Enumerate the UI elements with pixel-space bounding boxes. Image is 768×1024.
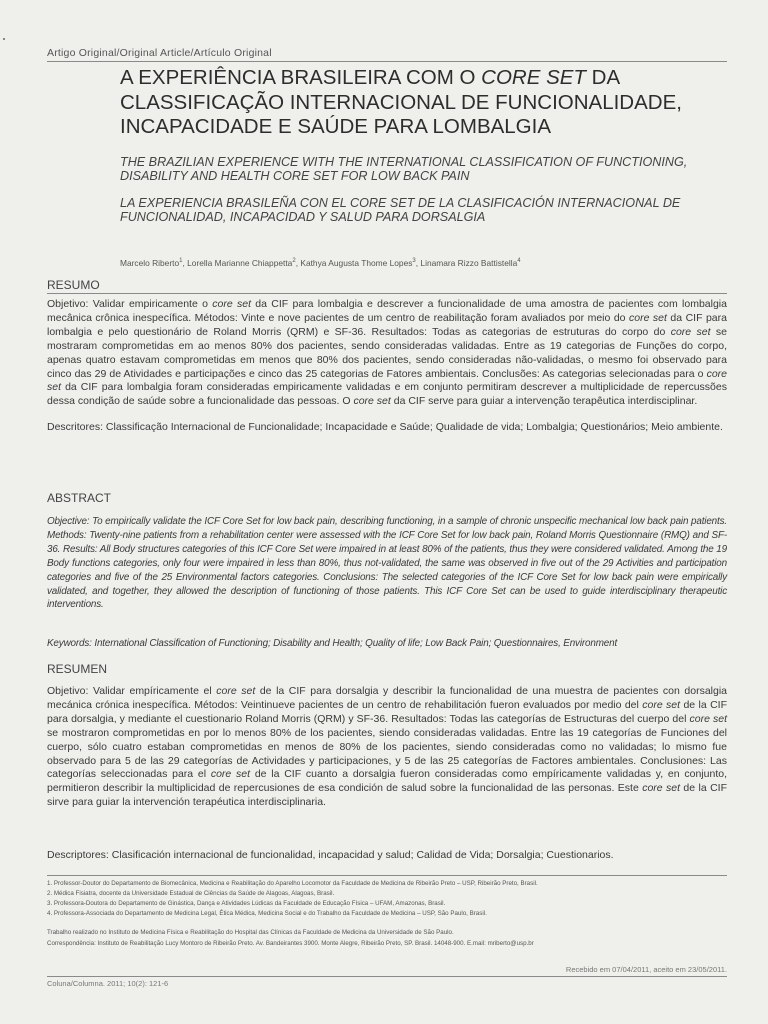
text-segment: da CIF serve para guiar a intervenção terapêutica interdisciplinar. bbox=[390, 395, 698, 408]
journal-citation: Coluna/Columna. 2011; 10(2): 121-6 bbox=[47, 979, 169, 988]
italic-term: core set bbox=[689, 712, 727, 725]
resumen-heading: RESUMEN bbox=[47, 662, 108, 676]
text-segment: da CIF para lombalgia e descrever a funcionalidade de uma amostra de pacientes com lombalgia mecânica crônica inespecífica. Métodos: Vinte e nove pacientes de um centro de reabilitação foram avaliados por meio do bbox=[47, 298, 727, 324]
text-segment: se mostraron comprometidas en por lo menos 80% de los pacientes, siendo consideradas validadas. Entre las 19 categorías de Funciones del cuerpo, sólo cuatro estaban comprometidas en menos de 80% de los pacientes, siendo consideradas como no validadas; lo mismo fue observado para 5 de las 29 categorías de Actividades y participaciones, y 5 de las 25 categorías de Factores ambientales. Conclusiones: Las categorías seleccionadas para el bbox=[47, 726, 727, 781]
italic-term: core set bbox=[353, 395, 391, 408]
footnote-1: 1. Professor-Doutor do Departamento de Biomecânica, Medicina e Reabilitação do Aparelho Locomotor da Faculdade de Medicina de Ribeirão Preto – USP, Ribeirão Preto, Brasil. bbox=[47, 880, 538, 887]
text-segment: da CIF para lombalgia foram consideradas empiricamente validadas e em conjunto permitiram descrever a multiplicidade de repercussões dessa condição de saúde sobre a funcionalidade das pessoas. O bbox=[47, 381, 727, 408]
text-segment: de la CIF para dorsalgia, y mediante el cuestionario Roland Morris (QRM) y SF-36. Resultados: Todas las categorías de Estructuras del cuerpo del bbox=[47, 698, 727, 725]
received-dates: Recebido em 07/04/2011, aceito em 23/05/2011. bbox=[565, 965, 727, 974]
italic-term: core set bbox=[47, 367, 727, 394]
correspondence-note: Correspondência: Instituto de Reabilitação Lucy Montoro de Ribeirão Preto. Av. Bandeirantes 3900. Monte Alegre, Ribeirão Preto, SP. Brasil. 14048-900. E.mail: mriberto@usp.br bbox=[47, 939, 534, 947]
footnote-rule bbox=[47, 875, 727, 876]
text-segment: da CIF para lombalgia e pelo questionário de Roland Morris (QRM) e SF-36. Resultados: Todas as categorias de estruturas do corpo do bbox=[47, 311, 727, 338]
work-location-note: Trabalho realizado no Instituto de Medicina Física e Reabilitação do Hospital das Clínicas da Faculdade de Medicina da Universidade de São Paulo. bbox=[47, 929, 454, 936]
author-1: Marcelo Riberto$^1$, bbox=[120, 258, 188, 268]
italic-term: core set bbox=[629, 311, 667, 324]
edge-mark bbox=[3, 38, 5, 40]
title-part-1: A EXPERIÊNCIA BRASILEIRA COM O bbox=[120, 66, 482, 89]
author-2: Lorella Marianne Chiappetta$^2$, bbox=[187, 258, 301, 268]
abstract-text: Objective: To empirically validate the ICF Core Set for low back pain, describing functioning, in a sample of chronic unspecific mechanical low back pain patients. Methods: Twenty-nine patients from a rehabilitation center were assessed with the ICF Core Set for low back pain, Roland Morris Questionnaire (RMQ) and SF-36. Results: All Body structures categories of this ICF Core Set were impaired in at least 80% of the patients, thus they were considered validated. Among the 19 Body functions categories, only four were impaired in less than 80%, thus not-validated, the same was observed in five out of the 29 Activities and participation categories and five of the 25 Environmental factors categories. Conclusions: The selected categories of the ICF Core Set for low back pain were empirically validated, and together, they allowed the description of functioning of those patients. This ICF Core Set can be used to guide interdisciplinary therapeutic interventions. bbox=[47, 516, 727, 611]
italic-term: core set bbox=[642, 698, 681, 711]
resumo-keywords: Descritores: Classificação Internacional de Funcionalidade; Incapacidade e Saúde; Qualidade de vida; Lombalgia; Questionários; Meio ambiente. bbox=[47, 421, 723, 433]
institution-notes bbox=[47, 928, 727, 949]
author-3: Kathya Augusta Thome Lopes$^3$, bbox=[300, 258, 421, 268]
article-title bbox=[120, 66, 730, 140]
author-footnotes bbox=[47, 879, 727, 919]
text-segment: de la CIF para dorsalgia y describir la funcionalidad de una muestra de pacientes con dorsalgia mecánica crónica inespecífica. Métodos: Veintinueve pacientes de un centro de rehabilitación fueron evaluados por medio del bbox=[47, 685, 727, 711]
abstract-keywords: Keywords: International Classification of Functioning; Disability and Health; Quality of life; Low Back Pain; Questionnaires, Environment bbox=[47, 638, 618, 649]
resumo-rule bbox=[47, 293, 727, 294]
title-italic: CORE SET bbox=[481, 66, 586, 89]
footnote-4: 4. Professora-Associada do Departamento de Medicina Legal, Ética Médica, Medicina Social e do Trabalho da Faculdade de Medicina – USP, São Paulo, Brasil. bbox=[47, 910, 487, 918]
footnote-2: 2. Médica Fisiatra, docente da Universidade Estadual de Ciências da Saúde de Alagoas, Alagoas, Brasil. bbox=[47, 890, 335, 898]
text-segment: Objetivo: Validar empíricamente el bbox=[47, 685, 217, 697]
italic-term: core set bbox=[670, 325, 711, 338]
abstract-heading: ABSTRACT bbox=[47, 491, 112, 505]
title-part-2: DA CLASSIFICAÇÃO INTERNACIONAL DE FUNCIONALIDADE, INCAPACIDADE E SAÚDE PARA LOMBALGIA bbox=[120, 66, 682, 138]
italic-term: core set bbox=[642, 782, 681, 795]
text-segment: de la CIF sirve para guiar la intervención terapéutica interdisciplinaria. bbox=[47, 782, 727, 809]
text-segment: se mostraram comprometidas em ao menos 80% dos pacientes, sendo consideradas validadas. Entre as 19 categorias de Funções do corpo, apenas quatro estavam comprometidas em menos que 80% dos pacientes, sendo consideradas não-validadas, o mesmo foi observado para cinco das 29 de Atividades e participações e cinco das 25 categorias de Fatores ambientais. Conclusões: As categorias selecionadas para o bbox=[47, 325, 727, 380]
text-segment: de la CIF cuanto a dorsalgia fueron consideradas como empíricamente validadas y, en conjunto, permitieron describir la multiplicidad de repercusiones de esa condición de salud sobre la funcionalidad de las personas. Este bbox=[47, 768, 727, 795]
resumo-heading: RESUMO bbox=[47, 278, 100, 292]
italic-term: core set bbox=[212, 298, 251, 310]
author-list bbox=[120, 258, 730, 268]
author-4: Linamara Rizzo Battistella$^4$ bbox=[420, 258, 521, 268]
italic-term: core set bbox=[216, 685, 256, 697]
resumo-text bbox=[47, 298, 727, 409]
subtitle-spanish: LA EXPERIENCIA BRASILEÑA CON EL CORE SET DE LA CLASIFICACIÓN INTERNACIONAL DE FUNCIONALIDAD, INCAPACIDAD Y SALUD PARA DORSALGIA bbox=[120, 196, 681, 224]
subtitle-english: THE BRAZILIAN EXPERIENCE WITH THE INTERNATIONAL CLASSIFICATION OF FUNCTIONING, DISABILITY AND HEALTH CORE SET FOR LOW BACK PAIN bbox=[120, 155, 688, 183]
resumen-text bbox=[47, 685, 727, 810]
italic-term: core set bbox=[210, 768, 251, 781]
section-label: Artigo Original/Original Article/Artículo Original bbox=[47, 47, 272, 59]
bottom-rule bbox=[47, 976, 727, 977]
resumen-keywords: Descriptores: Clasificación internacional de funcionalidad, incapacidad y salud; Calidad de Vida; Dorsalgia; Cuestionarios. bbox=[47, 849, 614, 861]
footnote-3: 3. Professora-Doutora do Departamento de Ginástica, Dança e Atividades Lúdicas da Faculdade de Educação Física – UFAM, Amazonas, Brasil. bbox=[47, 900, 446, 908]
text-segment: Objetivo: Validar empiricamente o bbox=[47, 298, 213, 310]
header-rule bbox=[47, 61, 727, 62]
